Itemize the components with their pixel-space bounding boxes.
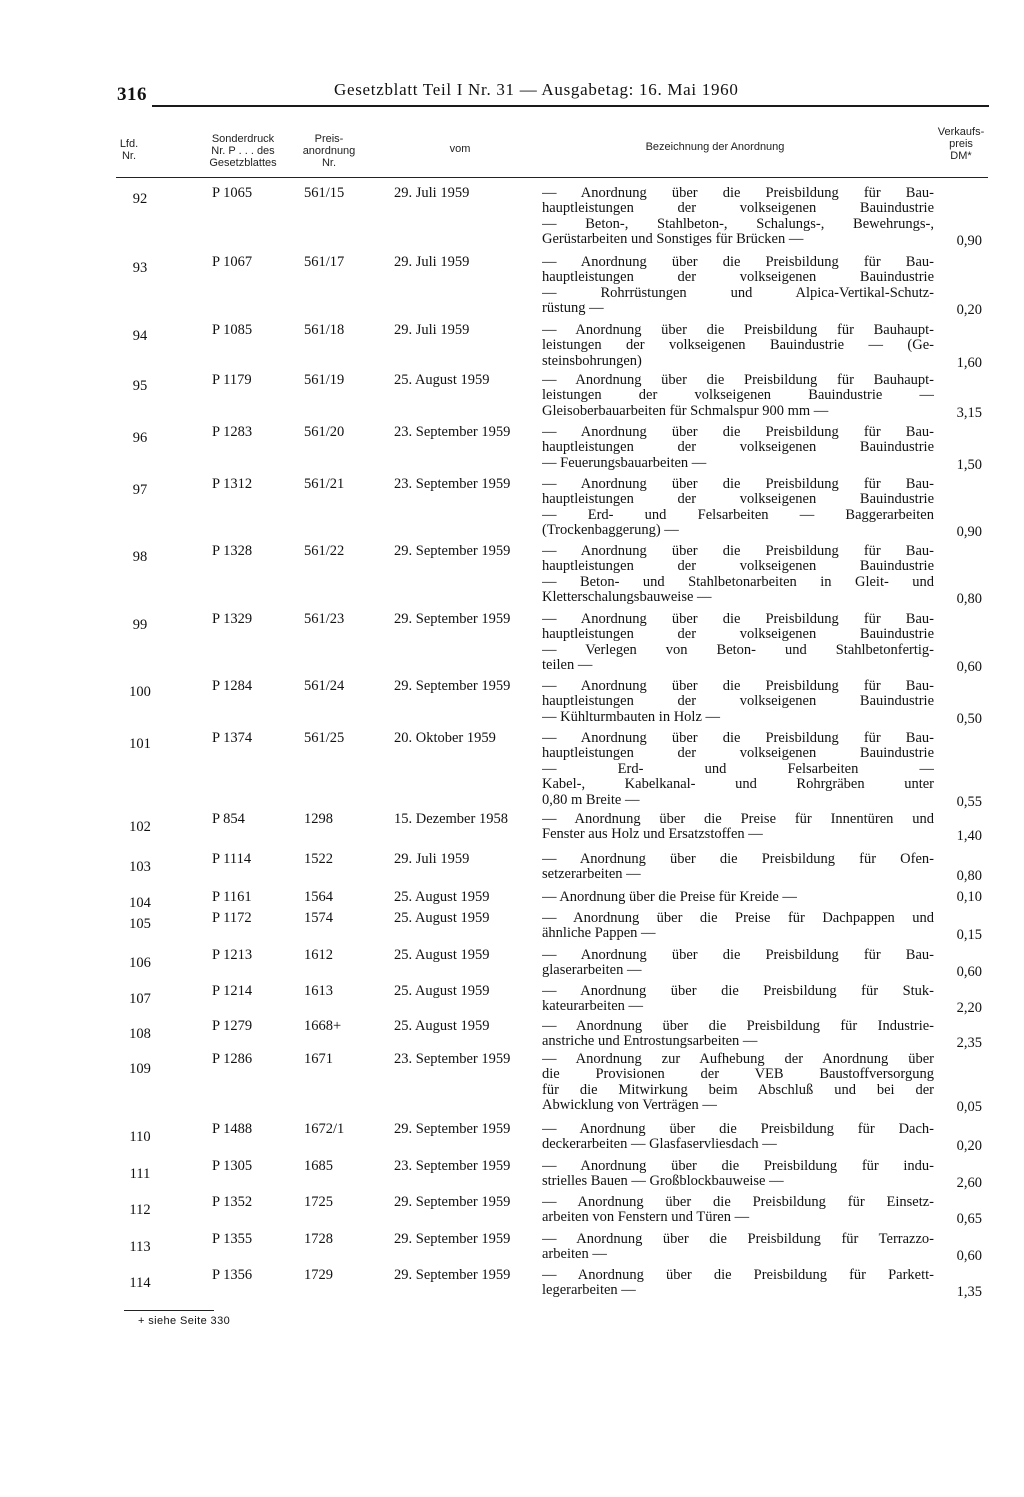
regulation-title-line: — Beton-, Stahlbeton-, Schalungs-, Bewehrungs-,	[542, 216, 934, 232]
sonderdruck-number: P 1355	[212, 1231, 253, 1247]
row-number: 97	[132, 482, 148, 498]
sonderdruck-number: P 1305	[212, 1158, 253, 1174]
regulation-title-line: legerarbeiten —	[542, 1283, 636, 1299]
regulation-title	[542, 911, 934, 942]
regulation-title-line: — Anordnung über die Preisbildung für Bau-	[542, 731, 934, 746]
regulation-title-line: hauptleistungen der volkseigenen Bauindustrie	[542, 694, 934, 710]
regulation-title-line: — Anordnung über die Preisbildung für Einsetz-	[542, 1195, 934, 1210]
row-number: 92	[132, 191, 148, 207]
regulation-title-line: hauptleistungen der volkseigenen Bauindustrie	[542, 492, 934, 508]
sale-price: 2,20	[956, 1000, 982, 1017]
sonderdruck-number: P 1284	[212, 678, 253, 694]
date: 25. August 1959	[394, 372, 490, 388]
sale-price: 1,35	[956, 1284, 982, 1301]
sale-price: 1,50	[956, 456, 982, 473]
regulation-title-line: 0,80 m Breite —	[542, 792, 640, 808]
regulation-title-line: deckerarbeiten — Glasfaservliesdach —	[542, 1137, 777, 1153]
sale-price: 1,40	[956, 828, 982, 845]
date: 23. September 1959	[394, 1158, 511, 1174]
regulation-title-line: Kabel-, Kabelkanal- und Rohrgräben unter	[542, 777, 934, 793]
row-number: 99	[132, 617, 148, 633]
date: 29. Juli 1959	[394, 254, 470, 270]
regulation-title-line: — Anordnung über die Preise für Dachpappen und	[542, 911, 934, 926]
regulation-title-line: leistungen der volkseigenen Bauindustrie —	[542, 388, 934, 404]
regulation-title-line: kateurarbeiten —	[542, 999, 644, 1015]
row-number: 114	[129, 1275, 151, 1291]
regulation-title	[542, 852, 934, 883]
regulation-title-line: hauptleistungen der volkseigenen Bauindustrie	[542, 627, 934, 643]
regulation-title-line: für die Mitwirkung beim Abschluß und bei der	[542, 1082, 934, 1098]
date: 29. Juli 1959	[394, 322, 470, 338]
regulation-title-line: (Trockenbaggerung) —	[542, 523, 679, 539]
regulation-title-line: — Anordnung über die Preisbildung für Bauhaupt-	[542, 373, 934, 388]
sonderdruck-number: P 1279	[212, 1018, 253, 1034]
regulation-title	[542, 477, 934, 539]
regulation-title-line: — Anordnung über die Preisbildung für Ofen-	[542, 852, 934, 867]
preisanordnung-number: 1522	[304, 851, 333, 867]
sale-price: 0,80	[956, 868, 982, 885]
date: 15. Dezember 1958	[394, 811, 508, 827]
regulation-title-line: — Anordnung über die Preise für Innentüren und	[542, 812, 934, 827]
regulation-title	[542, 731, 934, 808]
regulation-title	[542, 425, 934, 471]
sonderdruck-number: P 1214	[212, 983, 253, 999]
regulation-title-line: Abwicklung von Verträgen —	[542, 1098, 717, 1114]
date: 29. September 1959	[394, 1121, 511, 1137]
sonderdruck-number: P 1172	[212, 910, 252, 926]
sonderdruck-number: P 1329	[212, 611, 253, 627]
regulation-title-line: — Anordnung über die Preisbildung für Bau-	[542, 948, 934, 963]
row-number: 98	[132, 549, 148, 565]
column-header-line: Sonderdruck	[211, 133, 275, 145]
sale-price: 0,15	[956, 927, 982, 944]
preisanordnung-number: 561/17	[304, 254, 345, 270]
column-header-line: Lfd.	[119, 138, 139, 150]
date: 29. September 1959	[394, 1194, 511, 1210]
regulation-title	[542, 1232, 934, 1263]
date: 25. August 1959	[394, 1018, 490, 1034]
row-number: 105	[129, 916, 151, 932]
regulation-title-line: Kletterschalungsbauweise —	[542, 590, 712, 606]
regulation-title-line: — Anordnung über die Preisbildung für Terrazzo-	[542, 1232, 934, 1247]
row-number: 106	[129, 955, 151, 971]
column-header-line: Nr. P . . . des	[211, 145, 275, 157]
date: 25. August 1959	[394, 910, 490, 926]
date: 23. September 1959	[394, 476, 511, 492]
row-number: 103	[129, 859, 151, 875]
preisanordnung-number: 561/25	[304, 730, 345, 746]
preisanordnung-number: 561/24	[304, 678, 345, 694]
row-number: 107	[129, 991, 151, 1007]
regulation-title	[542, 812, 934, 843]
sonderdruck-number: P 1374	[212, 730, 253, 746]
preisanordnung-number: 1564	[304, 889, 333, 905]
regulation-title-line: Gerüstarbeiten und Sonstiges für Brücken —	[542, 232, 804, 248]
row-number: 111	[129, 1166, 151, 1182]
date: 20. Oktober 1959	[394, 730, 496, 746]
preisanordnung-number: 1728	[304, 1231, 333, 1247]
sale-price: 0,50	[956, 710, 982, 727]
regulation-title-line: glaserarbeiten —	[542, 963, 642, 979]
row-number: 93	[132, 260, 148, 276]
row-number: 113	[129, 1239, 151, 1255]
regulation-title	[542, 984, 934, 1015]
regulation-title-line: teilen —	[542, 658, 593, 674]
preisanordnung-number: 561/22	[304, 543, 345, 559]
column-header-line: Nr.	[121, 150, 137, 162]
column-header-line: Gesetzblattes	[209, 157, 277, 169]
regulation-title-line: — Anordnung über die Preisbildung für Bau-	[542, 679, 934, 694]
regulation-title-line: — Anordnung zur Aufhebung der Anordnung über	[542, 1052, 934, 1067]
regulation-title-line: leistungen der volkseigenen Bauindustrie — (Ge-	[542, 338, 934, 354]
regulation-title-line: — Erd- und Felsarbeiten — Baggerarbeiten	[542, 507, 934, 523]
regulation-title	[542, 186, 934, 248]
column-header-line: anordnung	[302, 145, 356, 157]
regulation-title	[542, 1052, 934, 1114]
date: 29. September 1959	[394, 543, 511, 559]
preisanordnung-number: 1685	[304, 1158, 333, 1174]
regulation-title-line: ähnliche Pappen —	[542, 926, 656, 942]
sale-price: 0,60	[956, 964, 982, 981]
regulation-title-line: — Verlegen von Beton- und Stahlbetonfertig-	[542, 642, 934, 658]
sonderdruck-number: P 1114	[212, 851, 252, 867]
row-number: 108	[129, 1026, 151, 1042]
preisanordnung-number: 1725	[304, 1194, 333, 1210]
preisanordnung-number: 561/15	[304, 185, 345, 201]
sonderdruck-number: P 1179	[212, 372, 252, 388]
row-number: 101	[129, 736, 151, 752]
row-number: 96	[132, 430, 148, 446]
regulation-title-line: hauptleistungen der volkseigenen Bauindustrie	[542, 270, 934, 286]
row-number: 110	[129, 1129, 151, 1145]
row-number: 94	[132, 328, 148, 344]
date: 23. September 1959	[394, 1051, 511, 1067]
sale-price: 2,35	[956, 1035, 982, 1052]
date: 25. August 1959	[394, 983, 490, 999]
regulation-title-line: hauptleistungen der volkseigenen Bauindustrie	[542, 201, 934, 217]
sale-price: 0,60	[956, 1248, 982, 1265]
sale-price: 0,20	[956, 302, 982, 319]
sale-price: 0,05	[956, 1099, 982, 1116]
preisanordnung-number: 561/21	[304, 476, 345, 492]
sonderdruck-number: P 1067	[212, 254, 253, 270]
preisanordnung-number: 1613	[304, 983, 333, 999]
sonderdruck-number: P 1161	[212, 889, 252, 905]
sale-price: 0,90	[956, 233, 982, 250]
regulation-title-line: steinsbohrungen)	[542, 353, 642, 369]
sale-price: 1,60	[956, 354, 982, 371]
column-header-line: Nr.	[321, 157, 337, 169]
regulation-title-line: — Anordnung über die Preisbildung für Bau-	[542, 186, 934, 201]
regulation-title-line: — Rohrrüstungen und Alpica-Vertikal-Schutz-	[542, 285, 934, 301]
sonderdruck-number: P 1328	[212, 543, 253, 559]
sale-price: 0,60	[956, 659, 982, 676]
regulation-title-line: — Anordnung über die Preisbildung für Industrie-	[542, 1019, 934, 1034]
regulation-title-line: — Anordnung über die Preisbildung für Bau-	[542, 255, 934, 270]
regulation-title	[542, 544, 934, 606]
regulation-title	[542, 1122, 934, 1153]
column-header-bezeichnung: Bezeichnung der Anordnung	[645, 141, 785, 153]
sonderdruck-number: P 1356	[212, 1267, 253, 1283]
preisanordnung-number: 1671	[304, 1051, 333, 1067]
page-number: 316	[117, 84, 147, 105]
column-header-line: preis	[949, 138, 973, 150]
sonderdruck-number: P 1085	[212, 322, 253, 338]
regulation-title-line: arbeiten von Fenstern und Türen —	[542, 1210, 750, 1226]
regulation-title	[542, 1019, 934, 1050]
sonderdruck-number: P 1352	[212, 1194, 253, 1210]
sonderdruck-number: P 1213	[212, 947, 253, 963]
sonderdruck-number: P 1286	[212, 1051, 253, 1067]
date: 23. September 1959	[394, 424, 511, 440]
date: 29. Juli 1959	[394, 185, 470, 201]
date: 29. September 1959	[394, 611, 511, 627]
regulation-title	[542, 612, 934, 674]
sale-price: 0,55	[956, 793, 982, 810]
sale-price: 0,10	[956, 889, 982, 905]
footnote-rule	[124, 1310, 214, 1311]
regulation-title-line: — Feuerungsbauarbeiten —	[542, 455, 707, 471]
preisanordnung-number: 561/19	[304, 372, 345, 388]
sale-price: 2,60	[956, 1175, 982, 1192]
regulation-title-line: — Anordnung über die Preisbildung für indu-	[542, 1159, 934, 1174]
row-number: 102	[129, 819, 151, 835]
regulation-title-line: — Anordnung über die Preise für Kreide —	[542, 890, 797, 905]
regulation-title	[542, 373, 934, 419]
regulation-title-line: — Anordnung über die Preisbildung für Stuk-	[542, 984, 934, 999]
regulation-title	[542, 948, 934, 979]
regulation-title-line: rüstung —	[542, 301, 604, 317]
column-header-line: DM*	[950, 150, 972, 162]
row-number: 95	[132, 378, 148, 394]
regulation-title-line: — Anordnung über die Preisbildung für Dach-	[542, 1122, 934, 1137]
preisanordnung-number: 1612	[304, 947, 333, 963]
date: 25. August 1959	[394, 889, 490, 905]
regulation-title-line: hauptleistungen der volkseigenen Bauindustrie	[542, 440, 934, 456]
footnote: + siehe Seite 330	[138, 1315, 231, 1327]
row-number: 109	[129, 1061, 151, 1077]
sonderdruck-number: P 1312	[212, 476, 253, 492]
date: 29. September 1959	[394, 1231, 511, 1247]
regulation-title-line: — Anordnung über die Preisbildung für Bau-	[542, 612, 934, 627]
regulation-title-line: — Anordnung über die Preisbildung für Bau-	[542, 477, 934, 492]
regulation-title-line: die Provisionen der VEB Baustoffversorgung	[542, 1067, 934, 1083]
regulation-title	[542, 1268, 934, 1299]
sonderdruck-number: P 1065	[212, 185, 253, 201]
regulation-title-line: Gleisoberbauarbeiten für Schmalspur 900 mm —	[542, 403, 829, 419]
date: 25. August 1959	[394, 947, 490, 963]
row-number: 104	[129, 895, 151, 911]
preisanordnung-number: 561/18	[304, 322, 345, 338]
regulation-title	[542, 323, 934, 369]
column-header-line: Verkaufs-	[937, 126, 985, 138]
regulation-title-line: strielles Bauen — Großblockbauweise —	[542, 1174, 784, 1190]
preisanordnung-number: 1729	[304, 1267, 333, 1283]
regulation-title-line: Fenster aus Holz und Ersatzstoffen —	[542, 827, 763, 843]
column-header-line: Preis-	[314, 133, 344, 145]
sale-price: 0,90	[956, 524, 982, 541]
date: 29. September 1959	[394, 1267, 511, 1283]
regulation-title	[542, 255, 934, 317]
regulation-title-line: hauptleistungen der volkseigenen Bauindustrie	[542, 746, 934, 762]
regulation-title-line: — Anordnung über die Preisbildung für Parkett-	[542, 1268, 934, 1283]
regulation-title	[542, 1159, 934, 1190]
sonderdruck-number: P 1283	[212, 424, 253, 440]
preisanordnung-number: 561/20	[304, 424, 345, 440]
sale-price: 0,20	[956, 1138, 982, 1155]
sale-price: 0,80	[956, 591, 982, 608]
regulation-title-line: arbeiten —	[542, 1247, 607, 1263]
regulation-title-line: — Kühlturmbauten in Holz —	[542, 709, 721, 725]
regulation-title-line: — Erd- und Felsarbeiten —	[542, 761, 934, 777]
regulation-title	[542, 1195, 934, 1226]
date: 29. Juli 1959	[394, 851, 470, 867]
preisanordnung-number: 1672/1	[304, 1121, 345, 1137]
running-head: Gesetzblatt Teil I Nr. 31 — Ausgabetag: 16. Mai 1960	[334, 80, 739, 99]
preisanordnung-number: 1668+	[304, 1018, 342, 1034]
regulation-title-line: — Anordnung über die Preisbildung für Bauhaupt-	[542, 323, 934, 338]
sonderdruck-number: P 854	[212, 811, 245, 827]
preisanordnung-number: 1298	[304, 811, 333, 827]
regulation-title-line: setzerarbeiten —	[542, 867, 641, 883]
regulation-title-line: — Beton- und Stahlbetonarbeiten in Gleit- und	[542, 574, 934, 590]
regulation-title-line: — Anordnung über die Preisbildung für Bau-	[542, 425, 934, 440]
regulation-title-line: — Anordnung über die Preisbildung für Bau-	[542, 544, 934, 559]
row-number: 100	[129, 684, 151, 700]
regulation-title-line: hauptleistungen der volkseigenen Bauindustrie	[542, 559, 934, 575]
regulation-title	[542, 679, 934, 725]
column-header-vom: vom	[449, 143, 471, 155]
preisanordnung-number: 1574	[304, 910, 333, 926]
regulation-title-line: anstriche und Entrostungsarbeiten —	[542, 1034, 758, 1050]
sale-price: 0,65	[956, 1211, 982, 1228]
row-number: 112	[129, 1202, 151, 1218]
sonderdruck-number: P 1488	[212, 1121, 253, 1137]
date: 29. September 1959	[394, 678, 511, 694]
sale-price: 3,15	[956, 404, 982, 421]
regulation-title	[542, 890, 934, 905]
preisanordnung-number: 561/23	[304, 611, 345, 627]
